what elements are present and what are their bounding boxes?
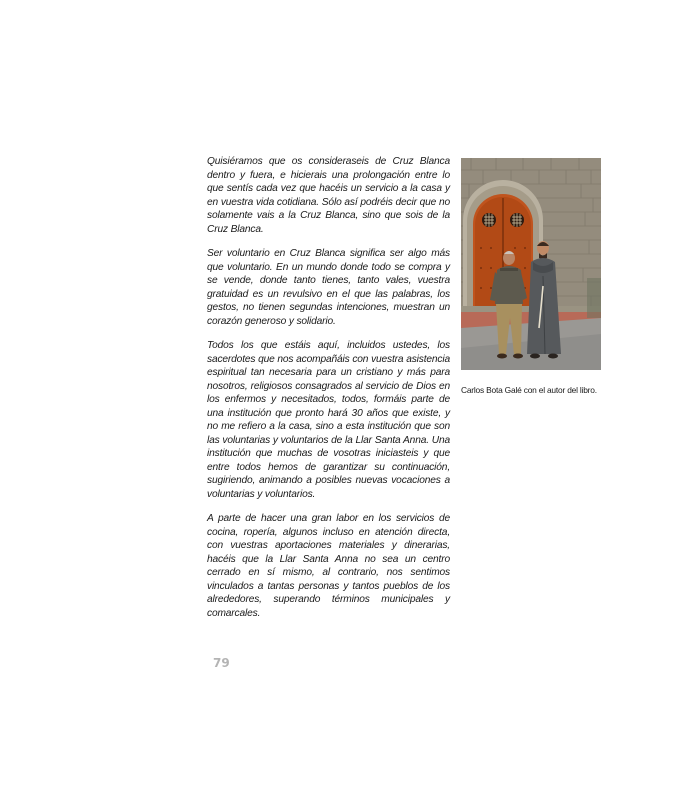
page-number: 79 [213,656,230,670]
photo-caption: Carlos Bota Galé con el autor del libro. [461,385,597,395]
paragraph-3: Todos los que estáis aquí, incluidos ustedes, los sacerdotes que nos acompañáis con vuestra asistencia espiritual tan necesaria para un cristiano y más para nosotros, religiosos consagrados al servicio de Dios en los enfermos y necesitados, todos, formáis parte de una institución que pronto hará 30 años que existe, y no me refiero a la casa, sino a esta institución que son las voluntarias y voluntarios de la Llar Santa Anna. Una institución que muchas de vosotras iniciasteis y que entre todos hemos de garantizar su continuación, sugiriendo, animando a posibles nuevas vocaciones a voluntarias y voluntarios. [207,340,450,500]
paragraph-4: A parte de hacer una gran labor en los servicios de cocina, ropería, algunos incluso en atención directa, con vuestras aportaciones materiales y dinerarias, hacéis que la Llar Santa Anna no sea un centro cerrado en sí mismo, al contrario, nos sentimos vinculados a tantas personas y tantos pueblos de los alrededores, superando términos municipales y comarcales. [207,513,450,619]
paragraph-1: Quisiéramos que os consideraseis de Cruz Blanca dentro y fuera, e hicierais una prolongación entre lo que sentís cada vez que hacéis un servicio a la casa y en vuestra vida cotidiana. Sólo así podréis decir que no solamente vais a la Cruz Blanca, sino que sois de la Cruz Blanca. [207,156,450,235]
body-text [207,155,450,631]
photo-two-men-at-church-door [461,158,601,370]
paragraph-2: Ser voluntario en Cruz Blanca significa ser algo más que voluntario. En un mundo donde todo se compra y se vende, donde tanto tienes, tanto vales, vuestra gratuidad es un revulsivo en el que las palabras, los gestos, no tienen segundas intenciones, muestran un corazón generoso y solidario. [207,248,450,327]
